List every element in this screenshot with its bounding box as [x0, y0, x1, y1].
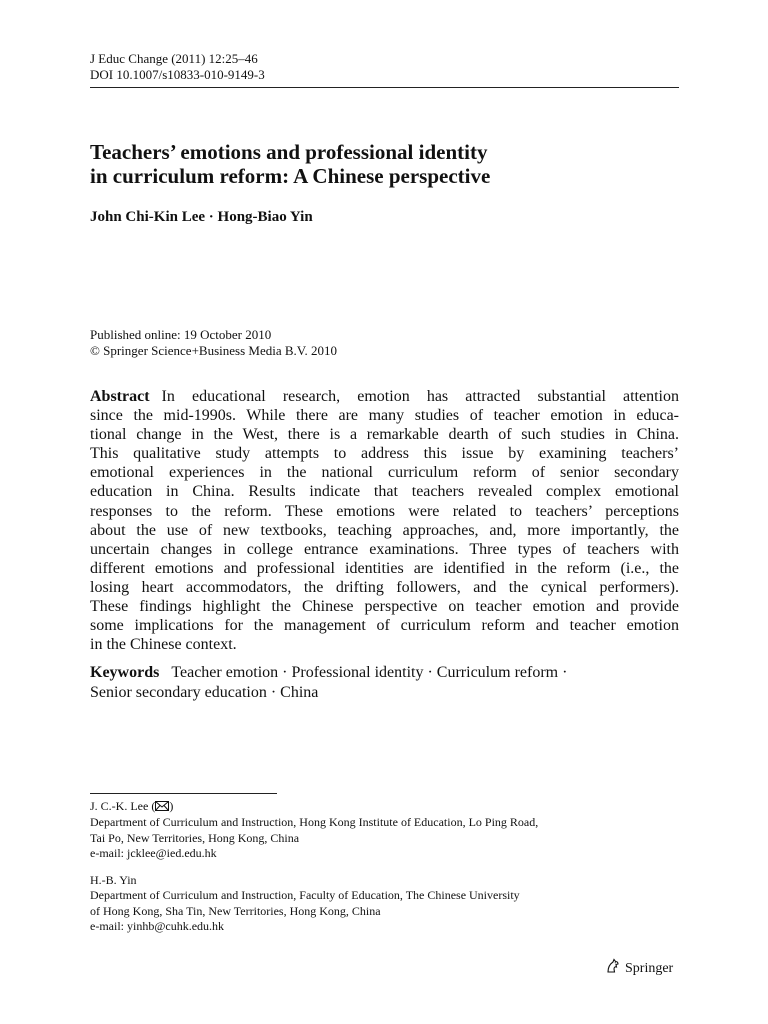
copyright: © Springer Science+Business Media B.V. 2010 — [90, 343, 337, 358]
abstract-line: about the use of new textbooks, teaching approaches, and, more importantly, the — [90, 521, 679, 539]
abstract — [90, 387, 679, 654]
author-list: John Chi-Kin Lee · Hong-Biao Yin — [90, 209, 313, 225]
abstract-line: in the Chinese context. — [90, 636, 237, 654]
affiliation-name: J. C.-K. Lee ( ) — [90, 799, 690, 815]
title-line-2: in curriculum reform: A Chinese perspective — [90, 164, 491, 188]
published-date: Published online: 19 October 2010 — [90, 327, 272, 342]
abstract-line: Abstract In educational research, emotion has attracted substantial attention — [90, 388, 679, 405]
affiliation-line: Tai Po, New Territories, Hong Kong, China — [90, 830, 300, 845]
footnote-rule — [90, 793, 277, 794]
springer-horse-icon — [605, 958, 621, 979]
affiliation-line: of Hong Kong, Sha Tin, New Territories, Hong Kong, China — [90, 903, 381, 918]
journal-header — [90, 51, 265, 83]
affiliation-yin — [90, 873, 690, 934]
abstract-line: education in China. Results indicate that teachers revealed complex emotional — [90, 483, 679, 501]
abstract-line: This qualitative study attempts to address this issue by examining teachers’ — [90, 445, 679, 463]
abstract-line: some implications for the management of curriculum reform and teacher emotion — [90, 617, 679, 635]
keywords-line-1: Keywords Teacher emotion · Professional identity · Curriculum reform · — [90, 664, 568, 681]
abstract-line: responses to the reform. These emotions were related to teachers’ perceptions — [90, 502, 679, 520]
abstract-label: Abstract — [90, 388, 150, 405]
affiliation-line: Department of Curriculum and Instruction, Hong Kong Institute of Education, Lo Ping Road, — [90, 815, 539, 830]
header-rule — [90, 87, 679, 88]
journal-citation: J Educ Change (2011) 12:25–46 — [90, 51, 258, 66]
abstract-line: losing heart accommodators, the drifting followers, and the cynical performers). — [90, 578, 679, 596]
abstract-line: tional change in the West, there is a remarkable dearth of such studies in China. — [90, 426, 679, 444]
publication-info — [90, 327, 337, 359]
keywords-label: Keywords — [90, 664, 160, 681]
affiliation-name: H.-B. Yin — [90, 873, 137, 887]
publisher-logo — [605, 958, 673, 979]
affiliation-line: Department of Curriculum and Instruction, Faculty of Education, The Chinese University — [90, 888, 520, 903]
affiliation-email: e-mail: jcklee@ied.edu.hk — [90, 845, 217, 860]
publisher-name: Springer — [625, 960, 674, 976]
doi: DOI 10.1007/s10833-010-9149-3 — [90, 67, 265, 82]
paper-title — [90, 140, 690, 188]
envelope-icon — [155, 800, 169, 815]
abstract-line: uncertain changes in college entrance examinations. Three types of teachers with — [90, 540, 679, 558]
keywords — [90, 663, 690, 703]
affiliation-email: e-mail: yinhb@cuhk.edu.hk — [90, 918, 225, 933]
abstract-line: These findings highlight the Chinese perspective on teacher emotion and provide — [90, 598, 679, 616]
title-line-1: Teachers’ emotions and professional identity — [90, 140, 488, 164]
affiliation-lee — [90, 799, 690, 861]
abstract-line: emotional experiences in the national curriculum reform of senior secondary — [90, 464, 679, 482]
abstract-line: since the mid-1990s. While there are many studies of teacher emotion in educa- — [90, 407, 679, 425]
abstract-line: different emotions and professional identities are identified in the reform (i.e., the — [90, 559, 679, 577]
keywords-line-2: Senior secondary education · China — [90, 684, 319, 701]
